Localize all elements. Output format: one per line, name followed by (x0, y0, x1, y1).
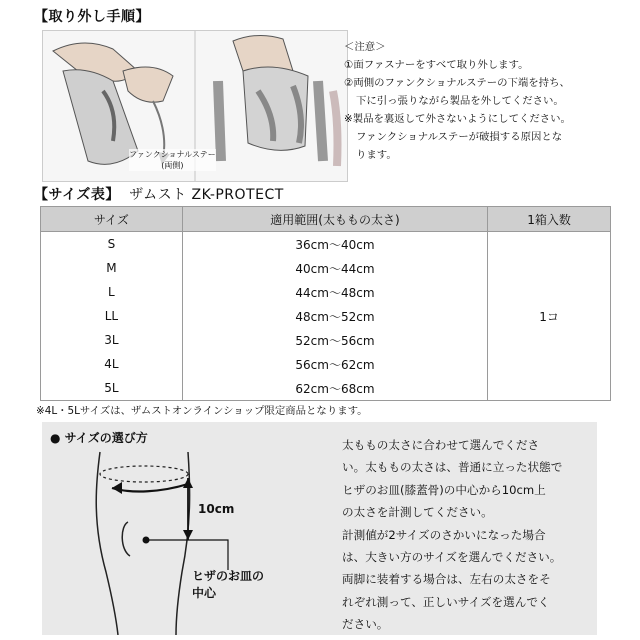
guide-text (342, 434, 592, 636)
note-step-2-cont: 下に引っ張りながら製品を外してください。 (356, 95, 564, 107)
size-footnote: ※4L・5Lサイズは、ザムストオンラインショップ限定商品となります。 (36, 405, 368, 417)
table-header-row (41, 207, 611, 232)
guide-line: ださい。 (342, 617, 389, 632)
guide-line: は、大きい方のサイズを選んでください。 (342, 550, 562, 565)
guide-line: 計測値が2サイズのさかいになった場合 (342, 527, 546, 542)
removal-heading: 【取り外し手順】 (34, 9, 150, 25)
guide-line: れぞれ測って、正しいサイズを選んでく (342, 594, 550, 609)
size-cell: S (41, 232, 183, 257)
size-table-heading (34, 184, 284, 204)
note-warning: ※製品を裏返して外さないようにしてください。 (344, 113, 571, 125)
size-guide-panel (42, 422, 597, 635)
guide-line: 両脚に装着する場合は、左右の太さをそ (342, 572, 551, 587)
size-table (40, 206, 611, 401)
product-name: ザムスト ZK-PROTECT (129, 187, 284, 203)
notes-caption: ＜注意＞ (344, 41, 386, 53)
size-table-title: 【サイズ表】 (34, 187, 120, 203)
size-cell: 4L (41, 352, 183, 376)
range-cell: 44cm～48cm (182, 280, 487, 304)
guide-line: 太ももの太さに合わせて選んでくださ (342, 438, 540, 452)
kneecap-sublabel: 中心 (192, 586, 217, 600)
removal-photo (42, 30, 348, 182)
guide-line: ヒザのお皿(膝蓋骨)の中心から10cm上 (342, 482, 546, 497)
measure-label: 10cm (198, 502, 235, 516)
range-cell: 40cm～44cm (182, 256, 487, 280)
guide-title: ● サイズの選び方 (50, 431, 148, 445)
measure-arrow-up-icon (183, 478, 193, 488)
note-warning-end: ります。 (356, 149, 397, 161)
note-step-2: ②両側のファンクショナルステーの下端を持ち、 (344, 77, 570, 89)
note-warning-cont: ファンクショナルステーが破損する原因とな (356, 131, 563, 143)
size-cell: 5L (41, 376, 183, 401)
range-cell: 52cm～56cm (182, 328, 487, 352)
stay-sublabel: (両側) (161, 161, 184, 170)
leg-diagram (42, 422, 332, 635)
kneecap-label: ヒザのお皿の (192, 569, 265, 583)
header-range: 適用範囲(太ももの太さ) (182, 207, 487, 232)
size-cell: L (41, 280, 183, 304)
measure-arrow-down-icon (183, 530, 193, 540)
stay-label: ファンクショナルステー (129, 150, 216, 159)
size-cell: 3L (41, 328, 183, 352)
size-cell: M (41, 256, 183, 280)
kneecap-callout (192, 568, 264, 602)
range-cell: 36cm～40cm (182, 232, 487, 257)
size-cell: LL (41, 304, 183, 328)
removal-notes (344, 38, 634, 164)
guide-line: の太さを計測してください。 (342, 505, 493, 520)
header-size: サイズ (41, 207, 183, 232)
note-step-1: ①面ファスナーをすべて取り外します。 (344, 59, 529, 71)
stay-callout (129, 149, 216, 171)
wrap-arrow-icon (112, 482, 122, 494)
guide-line: い。太ももの太さは、普通に立った状態で (342, 460, 563, 475)
range-cell: 56cm～62cm (182, 352, 487, 376)
range-cell: 62cm～68cm (182, 376, 487, 401)
range-cell: 48cm～52cm (182, 304, 487, 328)
header-quantity: 1箱入数 (488, 207, 611, 232)
table-row (41, 232, 611, 257)
quantity-cell: 1コ (488, 232, 611, 401)
